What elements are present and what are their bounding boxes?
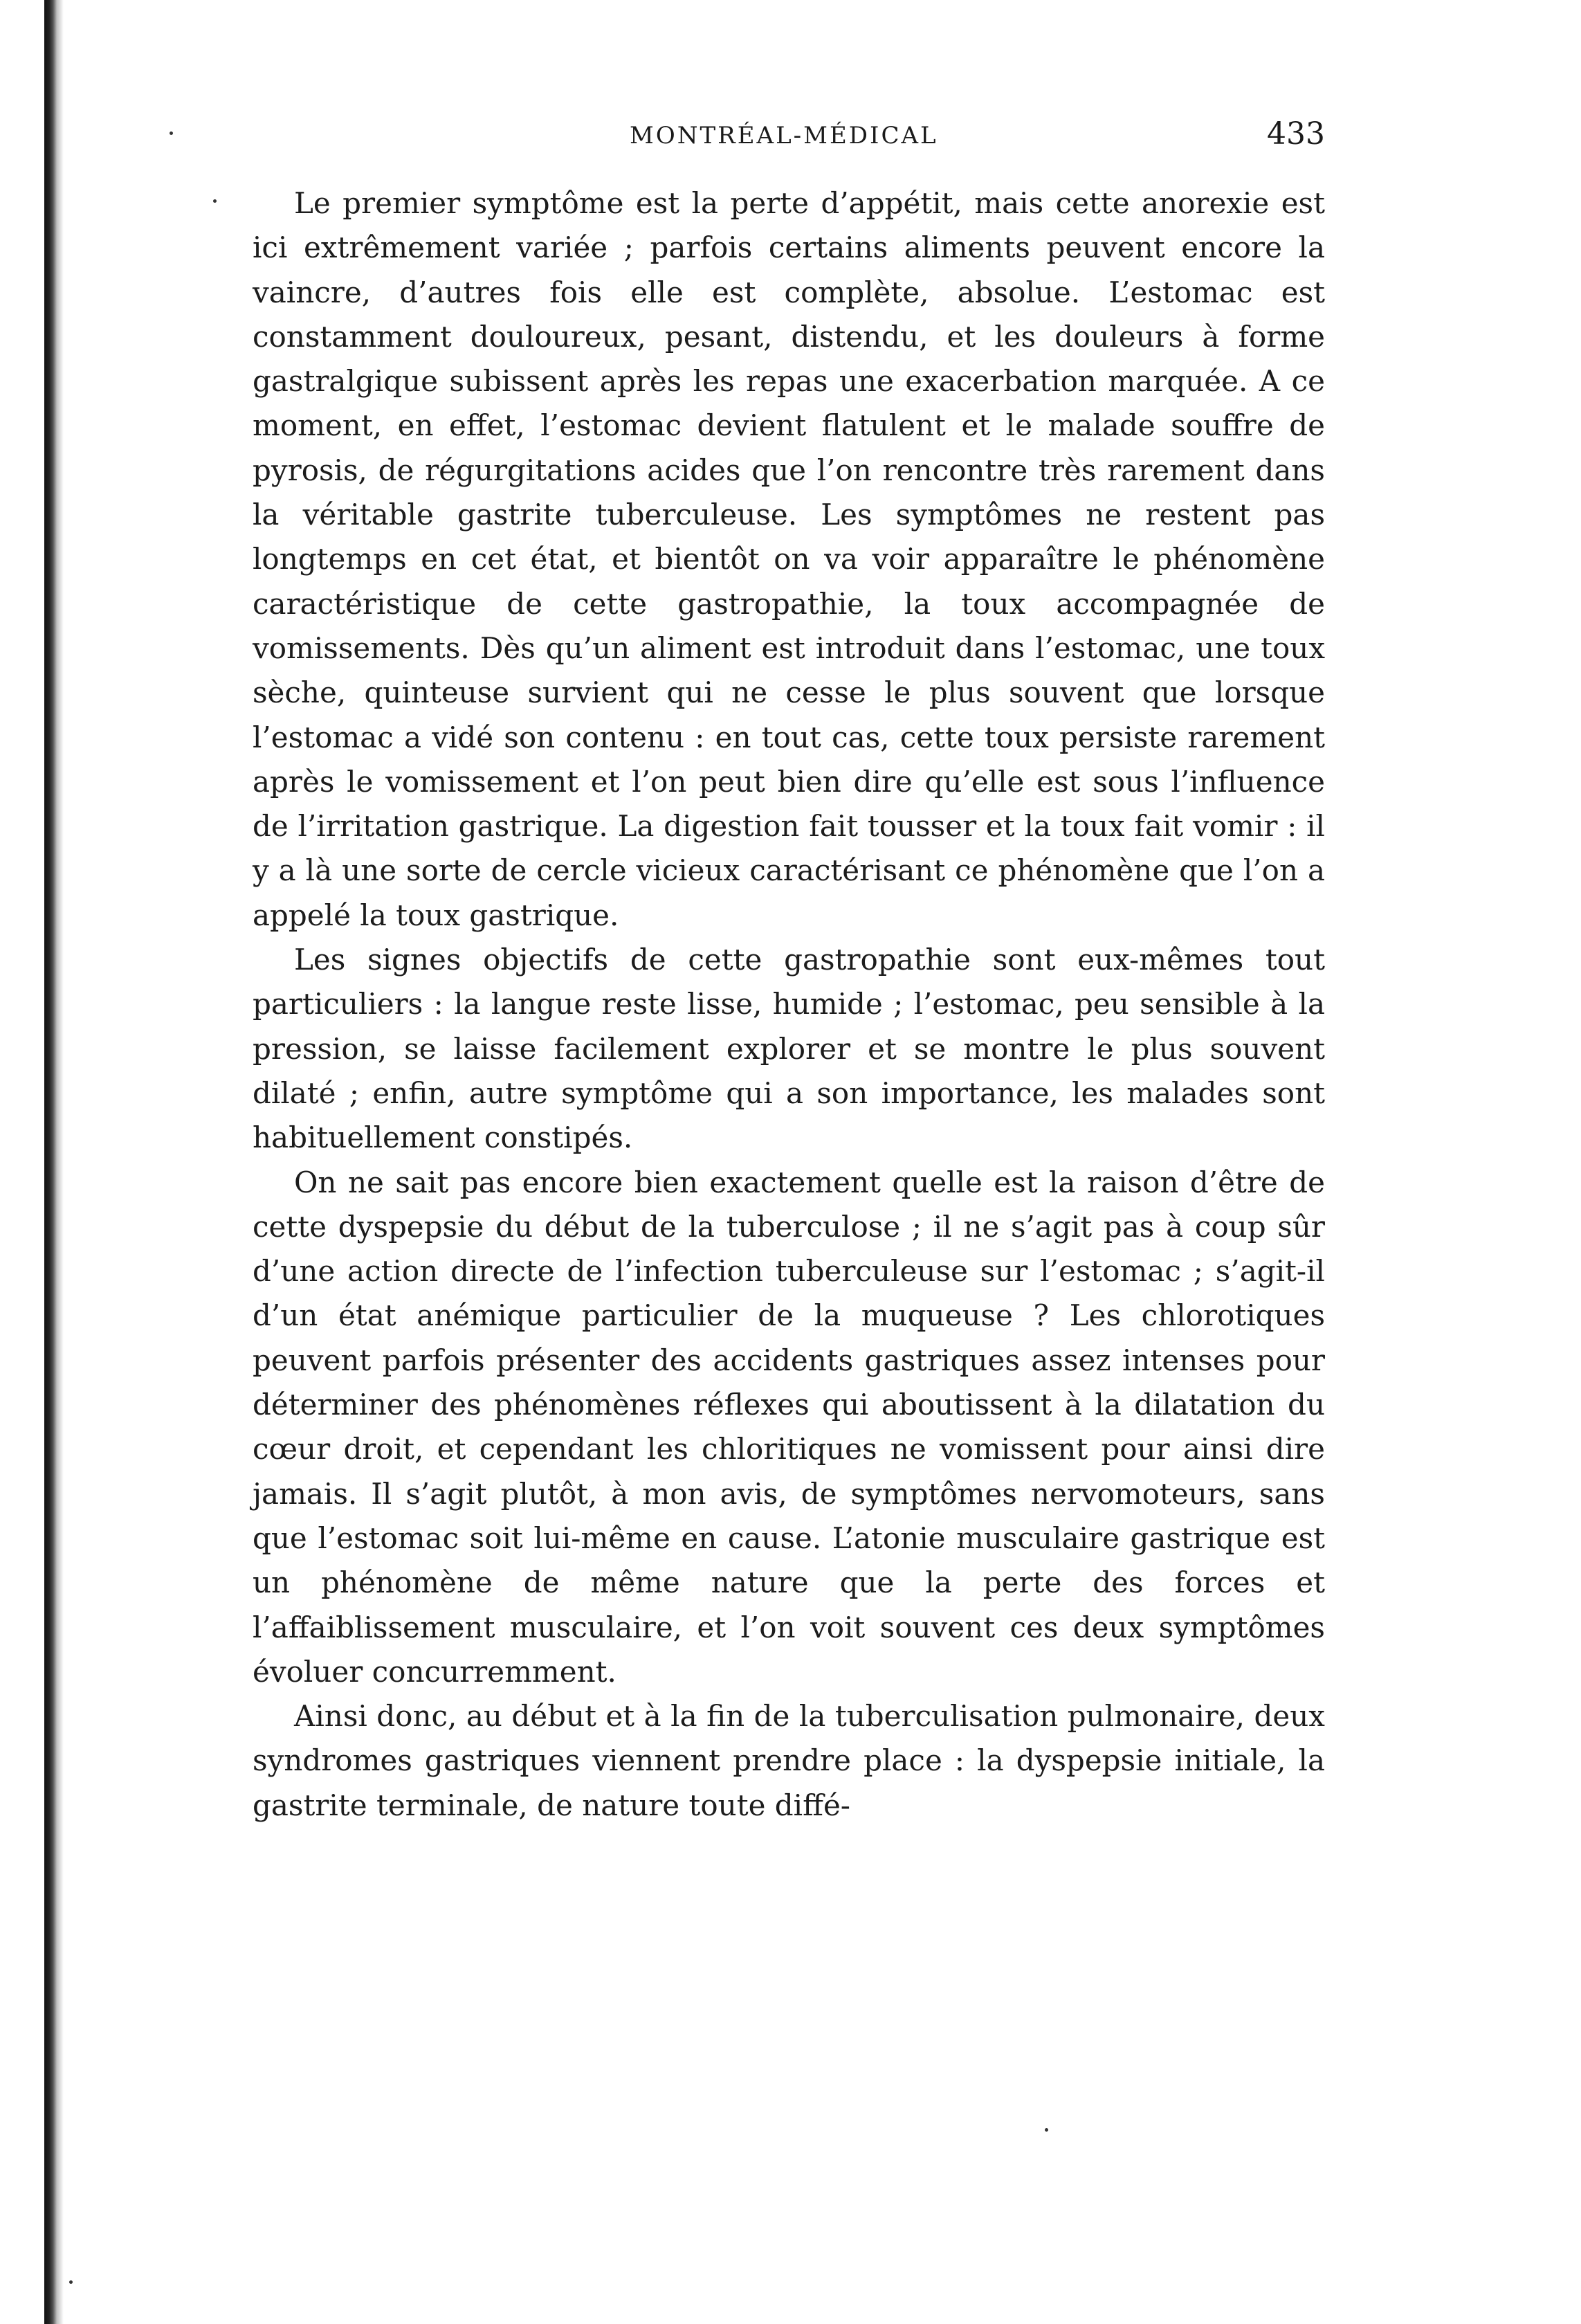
paragraph-4: Ainsi donc, au début et à la fin de la tuberculisation pulmonaire, deux syndromes gastriques viennent prendre place : la dyspepsie initiale, la gastrite terminale, de nature toute diffé- [253,1699,1325,1822]
paragraph-1: Le premier symptôme est la perte d’appétit, mais cette anorexie est ici extrêmement variée ; parfois certains aliments peuvent encore la vaincre, d’autres fois elle est complète, absolue. L’estomac est constamment douloureux, pesant, distendu, et les douleurs à forme gastralgique subissent après les repas une exacerbation marquée. A ce moment, en effet, l’estomac devient flatulent et le malade souffre de pyrosis, de régurgitations acides que l’on rencontre très rarement dans la véritable gastrite tuberculeuse. Les symptômes ne restent pas longtemps en cet état, et bientôt on va voir apparaître le phénomène caractéristique de cette gastropathie, la toux accompagnée de vomissements. Dès qu’un aliment est introduit dans l’estomac, une toux sèche, quinteuse survient qui ne cesse le plus souvent que lorsque l’estomac a vidé son contenu : en tout cas, cette toux persiste rarement après le vomissement et l’on peut bien dire qu’elle est sous l’influence de l’irritation gastrique. La digestion fait tousser et la toux fait vomir : il y a là une sorte de cercle vicieux caractérisant ce phénomène que l’on a appelé la toux gastrique. [253,186,1325,932]
body-text [253,181,1325,1828]
scan-speck [170,131,173,135]
binding-edge-gradient [57,0,64,2324]
scan-speck [1045,2128,1048,2132]
scan-speck [213,199,217,203]
paragraph-2: Les signes objectifs de cette gastropathie sont eux-mêmes tout particuliers : la langue reste lisse, humide ; l’estomac, peu sensible à la pression, se laisse facilement explorer et se montre le plus souvent dilaté ; enfin, autre symptôme qui a son importance, les malades sont habituellement constipés. [253,943,1325,1155]
page-header [253,116,1325,158]
scan-speck [69,2280,73,2284]
running-title: MONTRÉAL-MÉDICAL [630,122,938,149]
binding-edge-shadow [44,0,57,2324]
page-number: 433 [1267,116,1325,152]
paragraph-3: On ne sait pas encore bien exactement quelle est la raison d’être de cette dyspepsie du début de la tuberculose ; il ne s’agit pas à coup sûr d’une action directe de l’infection tuberculeuse sur l’estomac ; s’agit-il d’un état anémique particulier de la muqueuse ? Les chlorotiques peuvent parfois présenter des accidents gastriques assez intenses pour déterminer des phénomènes réflexes qui aboutissent à la dilatation du cœur droit, et cependant les chloritiques ne vomissent pour ainsi dire jamais. Il s’agit plutôt, à mon avis, de symptômes nervomoteurs, sans que l’estomac soit lui-même en cause. L’atonie musculaire gastrique est un phénomène de même nature que la perte des forces et l’affaiblissement musculaire, et l’on voit souvent ces deux symptômes évoluer concurremment. [253,1165,1325,1689]
